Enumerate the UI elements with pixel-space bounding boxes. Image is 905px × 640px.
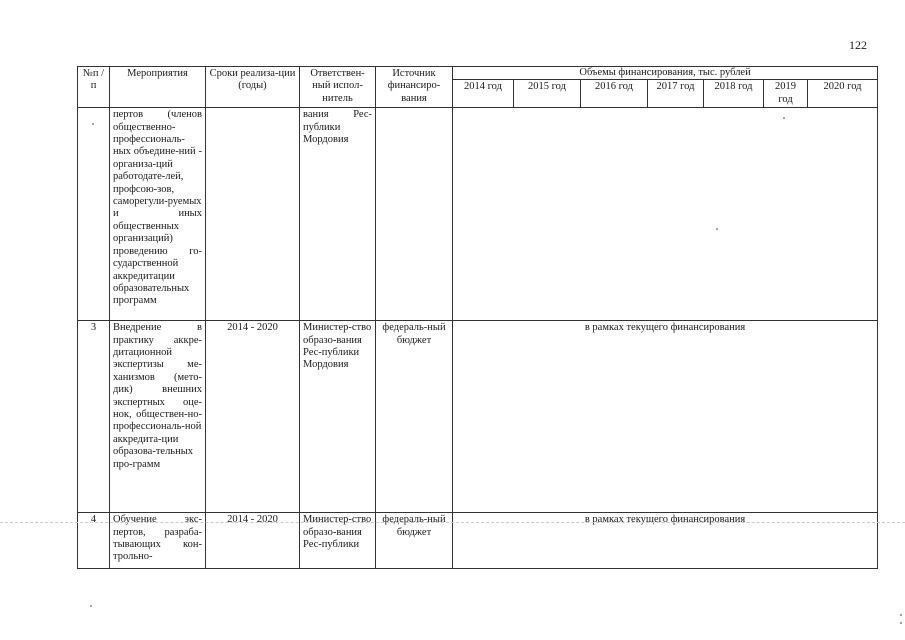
row-source [376, 108, 453, 321]
row-terms: 2014 - 2020 [206, 513, 300, 569]
table-row [78, 108, 878, 321]
scan-speck [90, 605, 92, 607]
header-row [78, 67, 878, 80]
header-volumes: Объемы финансирования, тыс. рублей [453, 67, 878, 80]
row-activity: Внедрение в практику аккре-дитационной экспертизы ме-ханизмов (мето-дик) внешних экспертных оце-нок, обществен-но-профессиональ-ной аккредита-ции образова-тельных про-грамм [110, 321, 206, 513]
header-year-2014: 2014 год [453, 80, 514, 108]
page-number: 122 [849, 38, 867, 52]
header-year-2018: 2018 год [704, 80, 764, 108]
header-source: Источник финансиро-вания [376, 67, 453, 108]
scan-artifact-line [0, 522, 905, 524]
financing-table [77, 66, 878, 569]
row-source: федераль-ный бюджет [376, 321, 453, 513]
row-activity: пертов (членов общественно-профессиональ-ных объедине-ний - организа-ций работодате-лей, профсою-зов, саморегули-руемых и иных общественных организаций) проведению го-сударственной аккредитации образовательных программ [110, 108, 206, 321]
row-executor: Министер-ство образо-вания Рес-публики Мордовия [300, 321, 376, 513]
header-num: №п /п [78, 67, 110, 108]
header-year-2020: 2020 год [808, 80, 878, 108]
header-year-2017: 2017 год [648, 80, 704, 108]
row-activity: Обучение экс-пертов, разраба-тывающих кон-трольно- [110, 513, 206, 569]
scan-speck [900, 622, 902, 624]
row-financing [453, 108, 878, 321]
row-num [78, 108, 110, 321]
scan-speck [900, 614, 902, 616]
row-num: 3 [78, 321, 110, 513]
row-terms [206, 108, 300, 321]
row-executor: Министер-ство образо-вания Рес-публики [300, 513, 376, 569]
scan-speck [92, 123, 94, 125]
scan-speck [783, 117, 785, 119]
header-year-2019: 2019 год [764, 80, 808, 108]
header-activity: Мероприятия [110, 67, 206, 108]
row-num: 4 [78, 513, 110, 569]
row-terms: 2014 - 2020 [206, 321, 300, 513]
header-year-2015: 2015 год [514, 80, 581, 108]
header-executor: Ответствен-ный испол-нитель [300, 67, 376, 108]
scan-speck [716, 228, 718, 230]
header-year-2016: 2016 год [581, 80, 648, 108]
header-terms: Сроки реализа-ции (годы) [206, 67, 300, 108]
row-source: федераль-ный бюджет [376, 513, 453, 569]
row-financing: в рамках текущего финансирования [453, 513, 878, 569]
table-row [78, 321, 878, 513]
row-executor: вания Рес-публики Мордовия [300, 108, 376, 321]
row-financing: в рамках текущего финансирования [453, 321, 878, 513]
